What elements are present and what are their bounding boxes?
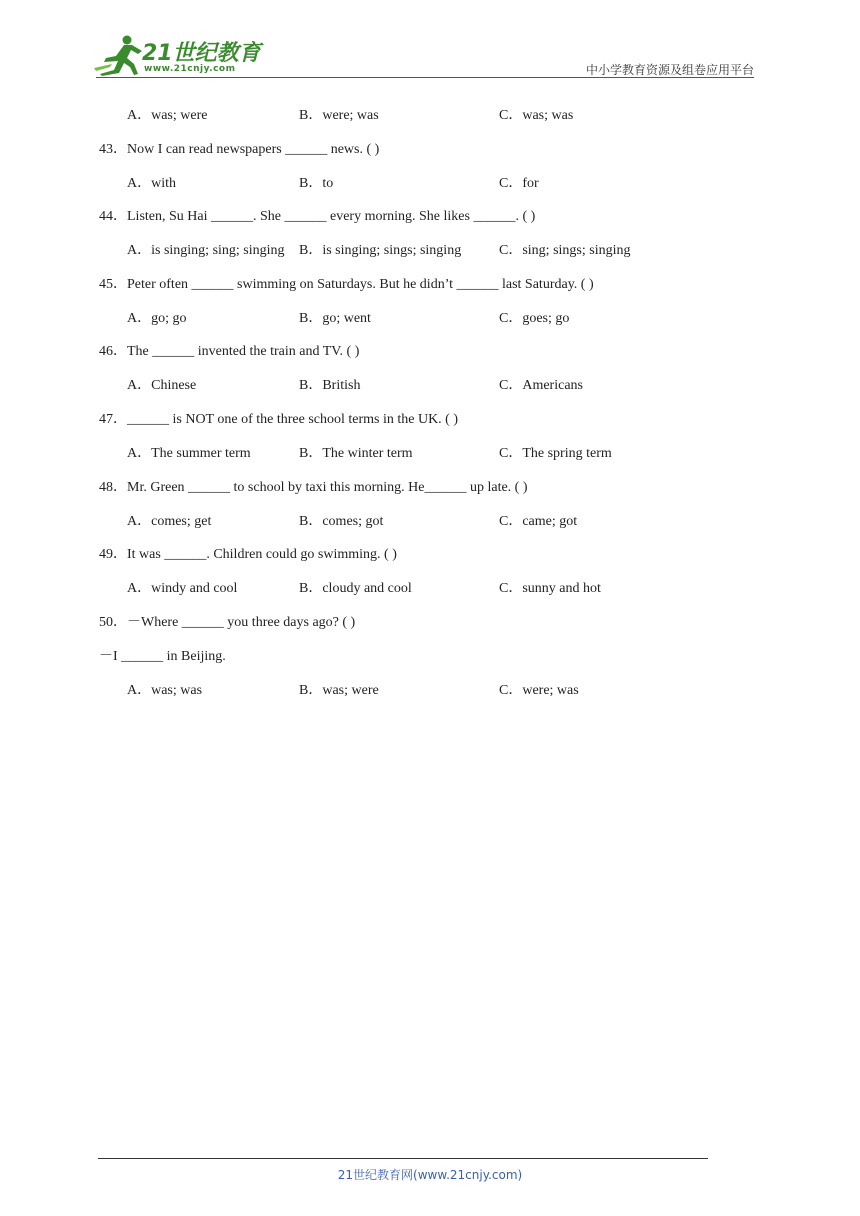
option-b: B．is singing; sings; singing	[299, 243, 462, 258]
option-b: B．was; were	[299, 683, 379, 698]
question-47: 47．______ is NOT one of the three school terms in the UK. ( )	[99, 412, 459, 427]
option-a: A．The summer term	[127, 446, 251, 461]
option-b: B．comes; got	[299, 514, 384, 529]
option-c: C．The spring term	[499, 446, 612, 461]
option-b: B．to	[299, 176, 334, 191]
question-50: 50．－Where ______ you three days ago? ( )	[99, 615, 356, 630]
option-a: A．was; was	[127, 683, 203, 698]
question-45: 45．Peter often ______ swimming on Saturdays. But he didn’t ______ last Saturday. ( )	[99, 277, 594, 292]
platform-title: 中小学教育资源及组卷应用平台	[585, 63, 754, 77]
question-46: 46．The ______ invented the train and TV. ( )	[99, 344, 360, 359]
option-c: C．sunny and hot	[499, 581, 601, 596]
question-44: 44．Listen, Su Hai ______. She ______ every morning. She likes ______. ( )	[99, 209, 536, 224]
option-a: A．go; go	[127, 311, 187, 326]
option-c: C．were; was	[499, 683, 579, 698]
option-c: C．for	[499, 176, 539, 191]
question-49: 49．It was ______. Children could go swimming. ( )	[99, 547, 397, 562]
page-header	[0, 0, 860, 80]
option-c: C．sing; sings; singing	[499, 243, 631, 258]
option-c: C．Americans	[499, 378, 583, 393]
footer-divider	[98, 1158, 708, 1159]
question-43: 43．Now I can read newspapers ______ news. ( )	[99, 142, 380, 157]
option-c: C．came; got	[499, 514, 578, 529]
option-a: A．Chinese	[127, 378, 197, 393]
logo-url: www.21cnjy.com	[144, 64, 236, 74]
runner-logo-icon	[94, 34, 144, 76]
option-a: A．was; were	[127, 108, 208, 123]
option-c: C．goes; go	[499, 311, 570, 326]
option-a: A．comes; get	[127, 514, 212, 529]
option-c: C．was; was	[499, 108, 574, 123]
option-b: B．The winter term	[299, 446, 413, 461]
option-b: B．cloudy and cool	[299, 581, 412, 596]
footer-text: 21世纪教育网(www.21cnjy.com)	[337, 1168, 523, 1182]
option-b: B．British	[299, 378, 361, 393]
site-logo	[94, 34, 264, 76]
logo-text: 21世纪教育	[142, 41, 261, 66]
option-b: B．go; went	[299, 311, 371, 326]
option-a: A．with	[127, 176, 176, 191]
option-b: B．were; was	[299, 108, 379, 123]
dialog-line: －I ______ in Beijing.	[99, 649, 226, 664]
header-divider	[96, 77, 754, 78]
question-48: 48．Mr. Green ______ to school by taxi this morning. He______ up late. ( )	[99, 480, 528, 495]
option-a: A．is singing; sing; singing	[127, 243, 285, 258]
option-a: A．windy and cool	[127, 581, 238, 596]
